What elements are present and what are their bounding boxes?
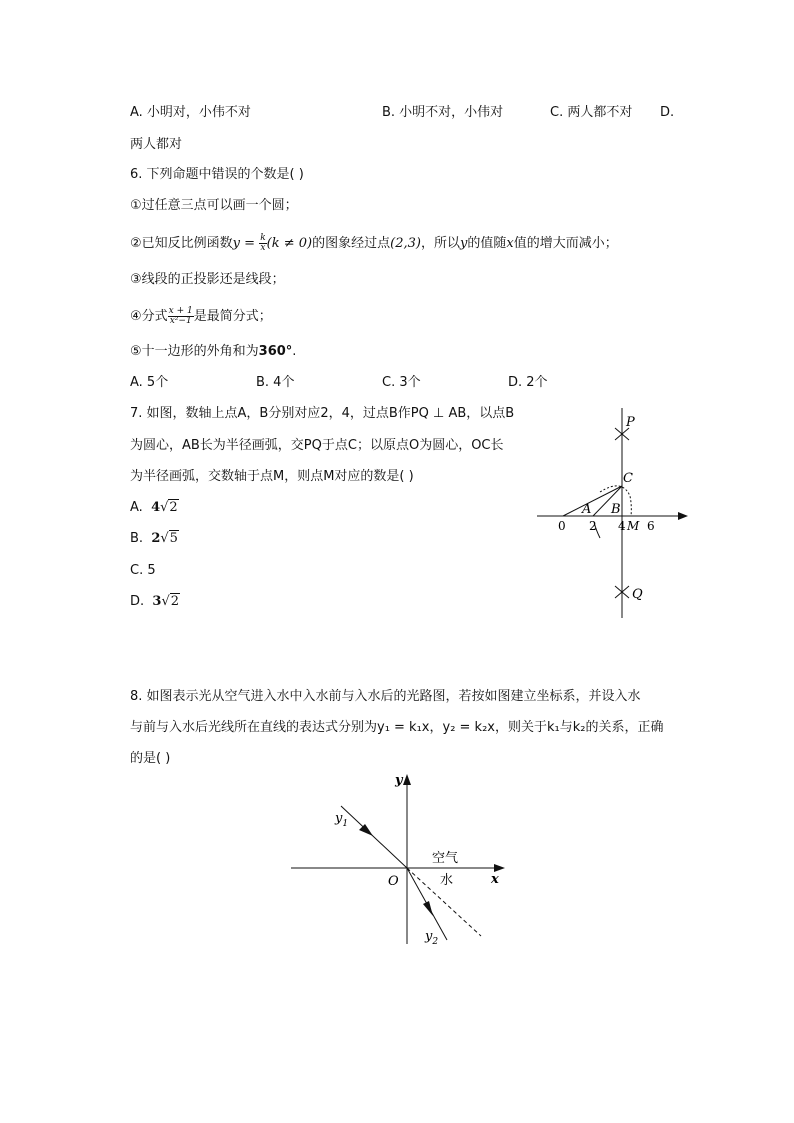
label-y1: $y_1$ [335,811,349,829]
q6-s2-fraction: $\frac{k}{x}$ [260,233,266,253]
q6-s5-value: 360° [258,344,293,359]
ray-y1 [341,806,407,868]
q5-option-c: C. 两人都不对 [550,105,633,120]
q6-s2-func-y: y [232,236,241,251]
q8-line-1: 8. 如图表示光从空气进入水中入水前与入水后的光路图，若按如图建立坐标系，并设入水 [130,689,641,704]
q6-s2-var-x: x [506,236,514,251]
q6-statement-1: ①过任意三点可以画一个圆； [130,198,298,213]
q6-s2-end: 值的增大而减小； [513,236,618,251]
q7-line-2: 为圆心，AB长为半径画弧，交PQ于点C；以原点O为圆心，OC长 [130,438,504,453]
q6-option-d: D. 2个 [508,375,548,390]
label-a: A [582,502,592,517]
ray-y2-arrow-icon [423,901,433,916]
q5-option-d-continued: 两人都对 [130,137,183,152]
label-m: M [627,519,640,533]
q6-statement-2: ②已知反比例函数y = $\frac{k}{x}$ (k ≠ 0)的图象经过点(2,3)，所以y的值随x值的增大而减小； [130,233,618,253]
q8-line-2: 与前与入水后光线所在直线的表达式分别为y₁ = k₁x，y₂ = k₂x，则关于k₁与k₂的关系，正确 [130,720,664,735]
label-y-axis: y [395,773,403,788]
q7-line-1: 7. 如图，数轴上点A，B分别对应2，4，过点B作PQ ⊥ AB，以点B [130,406,515,421]
q6-option-a: A. 5个 [130,375,169,390]
q7-option-c: C. 5 [130,563,156,578]
q6-s2-mid3: 的值随 [467,236,507,251]
q6-s4-fraction: $\frac{x + 1}{\text{x²−1}}$ [168,306,193,326]
q5-option-a: A. 小明对，小伟不对 [130,105,251,120]
label-b: B [611,502,621,517]
q6-stem: 6. 下列命题中错误的个数是( ) [130,167,304,182]
q7-option-b: B. 2√5 [130,531,178,546]
y-axis-arrow-icon [403,774,411,785]
label-c: C [623,471,633,486]
q7-option-a: A. 4√2 [130,500,178,515]
q6-statement-5 [130,343,296,361]
q6-s2-mid: 的图象经过点 [312,236,391,251]
x-axis-arrow-icon [494,864,505,872]
q6-option-c: C. 3个 [382,375,421,390]
q6-s2-var-y: y [459,236,468,251]
q8-light-path-figure [285,768,510,950]
q6-statement-3: ③线段的正投影还是线段； [130,272,285,287]
ray-y1-arrow-icon [359,824,373,836]
axis-arrow-icon [678,512,688,520]
q6-s5-prefix: ⑤十一边形的外角和为 [130,344,259,359]
tick-6: 6 [647,519,655,533]
q7-number-line-figure [532,400,692,625]
tick-0: 0 [558,519,566,533]
q6-s2-prefix: ②已知反比例函数 [130,236,233,251]
q6-s2-point: (2,3) [390,236,421,251]
label-q: Q [632,587,643,602]
q7-option-d: D. 3√2 [130,594,180,609]
q6-s2-condition: (k ≠ 0) [266,236,313,251]
q7-line-3: 为半径画弧，交数轴于点M，则点M对应的数是( ) [130,469,414,484]
q8-line-3: 的是( ) [130,751,171,766]
q5-option-b: B. 小明不对，小伟对 [382,105,504,120]
q6-s4-prefix: ④分式 [130,309,168,324]
q6-s5-end: . [292,344,297,359]
label-p: P [626,415,635,430]
q6-statement-4 [130,307,272,326]
q6-option-b: B. 4个 [256,375,295,390]
q6-s4-end: 是最简分式； [193,309,272,324]
q6-s2-mid2: ，所以 [420,236,460,251]
tick-2: 2 [589,519,597,533]
label-origin: O [388,874,399,889]
label-y2: $y_2$ [425,929,439,947]
tick-4: 4 [618,519,626,533]
label-x-axis: x [491,872,499,887]
label-water: 水 [440,873,454,888]
label-air: 空气 [432,851,459,866]
q5-option-d-label: D. [660,105,675,120]
